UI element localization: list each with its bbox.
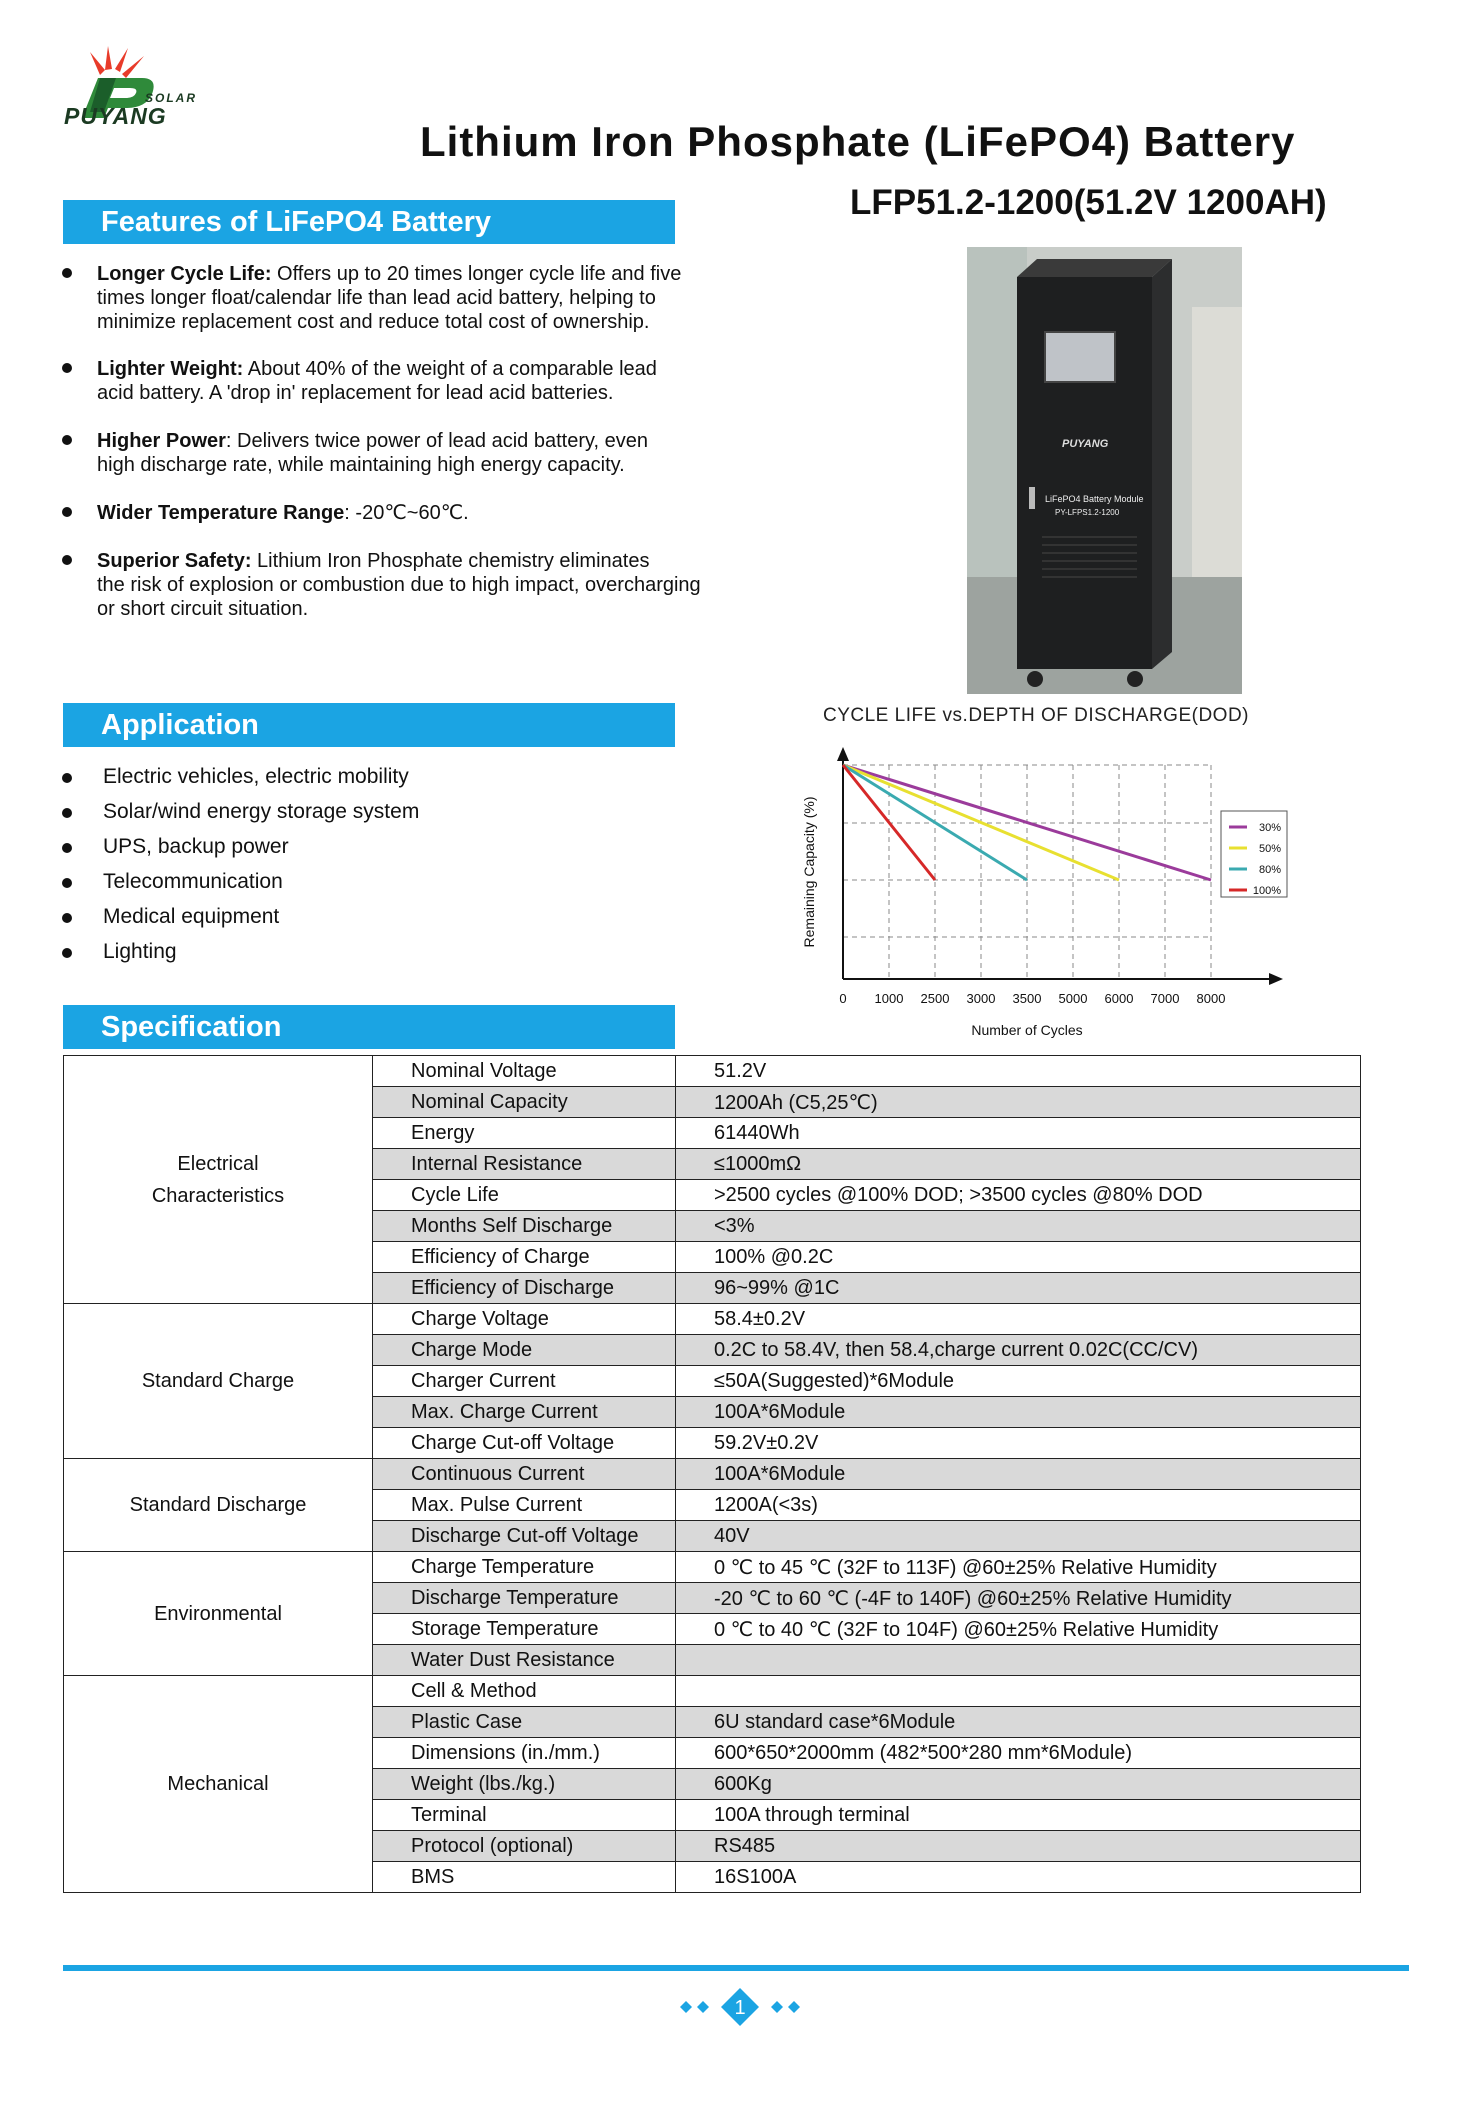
spec-key: Cell & Method [373, 1676, 676, 1707]
spec-table [63, 1055, 1361, 1893]
legend-label: 100% [1252, 885, 1281, 897]
list-item: Electric vehicles, electric mobility [103, 765, 409, 788]
spec-value: 100% @0.2C [676, 1242, 1361, 1273]
spec-key: Charge Temperature [373, 1552, 676, 1583]
spec-category-label: Mechanical [167, 1773, 269, 1795]
spec-value: 100A*6Module [676, 1397, 1361, 1428]
spec-value: >2500 cycles @100% DOD; >3500 cycles @80% DOD [676, 1180, 1361, 1211]
spec-value: 0.2C to 58.4V, then 58.4,charge current 0.02C(CC/CV) [676, 1335, 1361, 1366]
spec-key: Plastic Case [373, 1707, 676, 1738]
photo-brand: PUYANG [1062, 438, 1109, 450]
spec-category [64, 1304, 373, 1459]
bullet-icon [62, 435, 72, 445]
spec-key: Discharge Temperature [373, 1583, 676, 1614]
list-item: Lighting [103, 940, 177, 963]
spec-value: 96~99% @1C [676, 1273, 1361, 1304]
x-tick-label: 3500 [1012, 991, 1042, 1006]
spec-value: 40V [676, 1521, 1361, 1552]
spec-value: <3% [676, 1211, 1361, 1242]
photo-label-2: PY-LFPS1.2-1200 [1055, 508, 1120, 517]
spec-value: 100A*6Module [676, 1459, 1361, 1490]
spec-category-label: Standard Discharge [129, 1494, 307, 1516]
spec-category [64, 1676, 373, 1893]
table-row [64, 1459, 1361, 1490]
bullet-icon [62, 948, 72, 958]
spec-key: Continuous Current [373, 1459, 676, 1490]
sun-rays-icon [90, 46, 144, 78]
spec-key: Dimensions (in./mm.) [373, 1738, 676, 1769]
spec-key: Water Dust Resistance [373, 1645, 676, 1676]
spec-category [64, 1459, 373, 1552]
feature-item: Higher Power: Delivers twice power of lead acid battery, even high discharge rate, while maintaining high energy capacity. [97, 430, 648, 476]
spec-key: Efficiency of Discharge [373, 1273, 676, 1304]
spec-key: Protocol (optional) [373, 1831, 676, 1862]
spec-value: 1200A(<3s) [676, 1490, 1361, 1521]
spec-value: 16S100A [676, 1862, 1361, 1893]
spec-value: ≤1000mΩ [676, 1149, 1361, 1180]
spec-key: Nominal Capacity [373, 1087, 676, 1118]
spec-category [64, 1056, 373, 1304]
footer-divider [63, 1965, 1409, 1971]
x-tick-label: 2500 [920, 991, 950, 1006]
feature-item: Superior Safety: Lithium Iron Phosphate chemistry eliminates the risk of explosion or combustion due to high impact, overcharging or short circuit situation. [97, 550, 701, 620]
legend-label: 30% [1258, 822, 1281, 834]
spec-key: Months Self Discharge [373, 1211, 676, 1242]
bullet-icon [62, 555, 72, 565]
spec-key: Storage Temperature [373, 1614, 676, 1645]
list-item: Medical equipment [103, 905, 280, 928]
diamond-icon [788, 2001, 800, 2013]
table-row [64, 1304, 1361, 1335]
list-item: Solar/wind energy storage system [103, 800, 420, 823]
spec-value: 100A through terminal [676, 1800, 1361, 1831]
spec-value [676, 1645, 1361, 1676]
diamond-icon [771, 2001, 783, 2013]
features-heading: Features of LiFePO4 Battery [63, 200, 675, 244]
legend-label: 80% [1258, 864, 1281, 876]
spec-key: Charge Voltage [373, 1304, 676, 1335]
spec-value: 0 ℃ to 45 ℃ (32F to 113F) @60±25% Relative Humidity [676, 1552, 1361, 1583]
table-row [64, 1056, 1361, 1087]
spec-key: Weight (lbs./kg.) [373, 1769, 676, 1800]
spec-key: Efficiency of Charge [373, 1242, 676, 1273]
spec-key: Charge Mode [373, 1335, 676, 1366]
spec-key: BMS [373, 1862, 676, 1893]
spec-value: -20 ℃ to 60 ℃ (-4F to 140F) @60±25% Relative Humidity [676, 1583, 1361, 1614]
application-heading: Application [63, 703, 675, 747]
spec-value [676, 1676, 1361, 1707]
spec-value: 6U standard case*6Module [676, 1707, 1361, 1738]
diamond-icon [697, 2001, 709, 2013]
bullet-icon [62, 913, 72, 923]
spec-key: Discharge Cut-off Voltage [373, 1521, 676, 1552]
spec-value: 1200Ah (C5,25℃) [676, 1087, 1361, 1118]
spec-key: Cycle Life [373, 1180, 676, 1211]
spec-key: Charge Cut-off Voltage [373, 1428, 676, 1459]
photo-label-1: LiFePO4 Battery Module [1045, 494, 1144, 504]
x-tick-label: 6000 [1104, 991, 1134, 1006]
x-tick-label: 1000 [874, 991, 904, 1006]
x-axis-label: Number of Cycles [971, 1022, 1083, 1038]
x-tick-label: 0 [839, 991, 847, 1006]
bullet-icon [62, 507, 72, 517]
spec-value: RS485 [676, 1831, 1361, 1862]
document-title: Lithium Iron Phosphate (LiFePO4) Battery [420, 118, 1296, 165]
spec-key: Energy [373, 1118, 676, 1149]
legend-label: 50% [1258, 843, 1281, 855]
bullet-icon [62, 268, 72, 278]
table-row [64, 1552, 1361, 1583]
bullet-icon [62, 843, 72, 853]
table-row [64, 1676, 1361, 1707]
spec-value: 61440Wh [676, 1118, 1361, 1149]
product-photo [967, 247, 1242, 694]
spec-value: 58.4±0.2V [676, 1304, 1361, 1335]
x-axis-arrow [1269, 973, 1283, 985]
spec-category-label: Electrical [177, 1152, 259, 1175]
brand-sub: SOLAR [145, 91, 197, 105]
x-tick-label: 5000 [1058, 991, 1088, 1006]
spec-value: 59.2V±0.2V [676, 1428, 1361, 1459]
spec-category [64, 1552, 373, 1676]
spec-key: Max. Pulse Current [373, 1490, 676, 1521]
spec-value: 51.2V [676, 1056, 1361, 1087]
list-item: Telecommunication [103, 870, 283, 893]
spec-value: ≤50A(Suggested)*6Module [676, 1366, 1361, 1397]
specification-heading: Specification [63, 1005, 675, 1049]
spec-category-label: Environmental [154, 1602, 282, 1625]
spec-key: Nominal Voltage [373, 1056, 676, 1087]
bullet-icon [62, 363, 72, 373]
spec-key: Terminal [373, 1800, 676, 1831]
model-title: LFP51.2-1200(51.2V 1200AH) [850, 183, 1327, 222]
feature-item: Wider Temperature Range: -20℃~60℃. [97, 502, 469, 524]
bullet-icon [62, 878, 72, 888]
spec-value: 600*650*2000mm (482*500*280 mm*6Module) [676, 1738, 1361, 1769]
y-axis-arrow [837, 747, 849, 761]
spec-key: Charger Current [373, 1366, 676, 1397]
page-number: 1 [734, 1997, 746, 2019]
page-indicator [675, 1987, 805, 2027]
list-item: UPS, backup power [103, 835, 289, 858]
x-tick-label: 7000 [1150, 991, 1180, 1006]
spec-value: 0 ℃ to 40 ℃ (32F to 104F) @60±25% Relative Humidity [676, 1614, 1361, 1645]
brand-name: PUYANG [64, 103, 167, 129]
x-tick-label: 8000 [1196, 991, 1226, 1006]
diamond-icon [680, 2001, 692, 2013]
bullet-icon [62, 808, 72, 818]
bullet-icon [62, 773, 72, 783]
chart-title: CYCLE LIFE vs.DEPTH OF DISCHARGE(DOD) [823, 705, 1249, 726]
y-axis-label: Remaining Capacity (%) [801, 796, 817, 948]
spec-key: Internal Resistance [373, 1149, 676, 1180]
spec-key: Max. Charge Current [373, 1397, 676, 1428]
feature-item: Longer Cycle Life: Offers up to 20 times longer cycle life and five times longer float/calendar life than lead acid battery, helping to minimize replacement cost and reduce total cost of ownership. [97, 263, 682, 333]
feature-item: Lighter Weight: About 40% of the weight of a comparable lead acid battery. A 'drop in' replacement for lead acid batteries. [97, 358, 657, 404]
cycle-life-chart [780, 735, 1300, 1045]
spec-category-label: Characteristics [151, 1184, 285, 1207]
x-tick-label: 3000 [966, 991, 996, 1006]
spec-category-label: Standard Charge [141, 1370, 295, 1392]
spec-value: 600Kg [676, 1769, 1361, 1800]
